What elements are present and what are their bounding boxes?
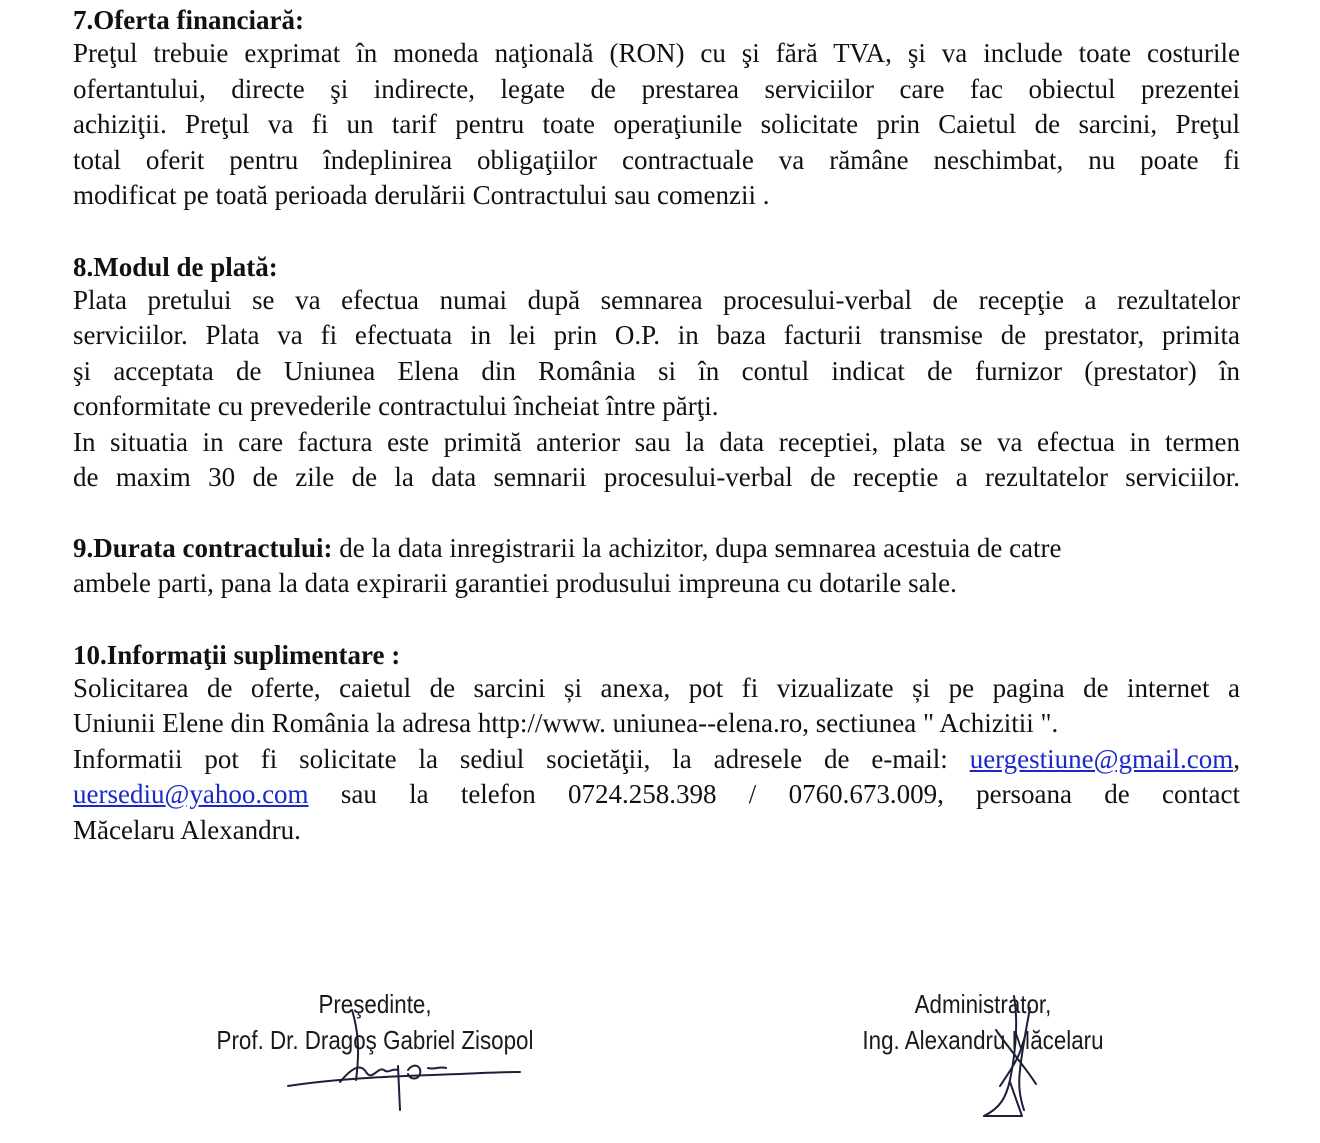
spacer xyxy=(73,602,1240,635)
section-7-line-5: modificat pe toată perioada derulării Contractului sau comenzii . xyxy=(73,180,770,210)
section-9-line-2: ambele parti, pana la data expirarii garantiei produsului impreuna cu dotarile sale. xyxy=(73,568,957,598)
president-role: Preşedinte, xyxy=(318,989,432,1019)
section-8-line-1: Plata pretului se va efectua numai după semnarea procesului-verbal de recepţie a rezultatelor xyxy=(73,284,1240,315)
section-10-line-4: uersediu@yahoo.com sau la telefon 0724.258.398 / 0760.673.009, persoana de contact xyxy=(73,779,1240,809)
administrator-role: Administrator, xyxy=(914,989,1052,1019)
section-7-line-3: achiziţii. Preţul va fi un tarif pentru toate operaţiunile solicitate prin Caietul de sarcini, Preţul xyxy=(73,109,1240,139)
section-8-line-5: In situatia in care factura este primită anterior sau la data receptiei, plata se va efectua in termen xyxy=(73,426,1240,457)
section-8-line-6: de maxim 30 de zile de la data semnarii procesului-verbal de receptie a rezultatelor serviciilor. xyxy=(73,462,1240,492)
administrator-signature-icon xyxy=(970,990,1060,1130)
spacer xyxy=(73,496,1240,529)
section-heading-7: 7.Oferta financiară: xyxy=(73,5,304,35)
section-durata-contractului xyxy=(73,531,1240,602)
section-heading-9: 9.Durata contractului: xyxy=(73,532,333,563)
administrator-name: Ing. Alexandru Măcelaru xyxy=(862,1025,1104,1055)
section-7-line-1: Preţul trebuie exprimat în moneda naţională (RON) cu şi fără TVA, şi va include toate costurile xyxy=(73,38,1240,68)
section-10-line-3: Informatii pot fi solicitate la sediul societăţii, la adresele de e-mail: uergestiune@gmail.com, xyxy=(73,743,1240,774)
document-page xyxy=(73,0,1240,848)
section-8-line-2: serviciilor. Plata va fi efectuata in lei prin O.P. in baza facturii transmise de prestator, primita xyxy=(73,320,1240,350)
section-10-line-2: Uniunii Elene din România la adresa http://www. uniunea--elena.ro, sectiunea " Achizitii ". xyxy=(73,708,1059,738)
section-10-line-5: Măcelaru Alexandru. xyxy=(73,814,301,845)
email-link-uergestiune[interactable]: uergestiune@gmail.com xyxy=(969,743,1234,774)
section-7-line-2: ofertantului, directe şi indirecte, legate de prestarea serviciilor care fac obiectul prezentei xyxy=(73,73,1240,104)
section-9-line-1: 9.Durata contractului: de la data inregistrarii la achizitor, dupa semnarea acestuia de catre xyxy=(73,532,1062,563)
section-heading-8: 8.Modul de plată: xyxy=(73,251,278,282)
president-name: Prof. Dr. Dragoş Gabriel Zisopol xyxy=(216,1025,534,1055)
section-modul-de-plata xyxy=(73,249,1240,496)
section-oferta-financiara xyxy=(73,2,1240,214)
section-informatii-suplimentare xyxy=(73,637,1240,849)
section-10-line-1: Solicitarea de oferte, caietul de sarcini și anexa, pot fi vizualizate și pe pagina de internet a xyxy=(73,672,1240,703)
spacer xyxy=(73,214,1240,247)
president-signature-icon xyxy=(280,1000,540,1120)
section-7-line-4: total oferit pentru îndeplinirea obligaţiilor contractuale va rămâne neschimbat, nu poate fi xyxy=(73,144,1240,175)
email-link-uersediu[interactable]: uersediu@yahoo.com xyxy=(73,779,309,809)
section-8-line-4: conformitate cu prevederile contractului încheiat între părţi. xyxy=(73,391,719,421)
section-heading-10: 10.Informaţii suplimentare : xyxy=(73,639,401,670)
section-8-line-3: şi acceptata de Uniunea Elena din România si în contul indicat de furnizor (prestator) în xyxy=(73,355,1240,386)
